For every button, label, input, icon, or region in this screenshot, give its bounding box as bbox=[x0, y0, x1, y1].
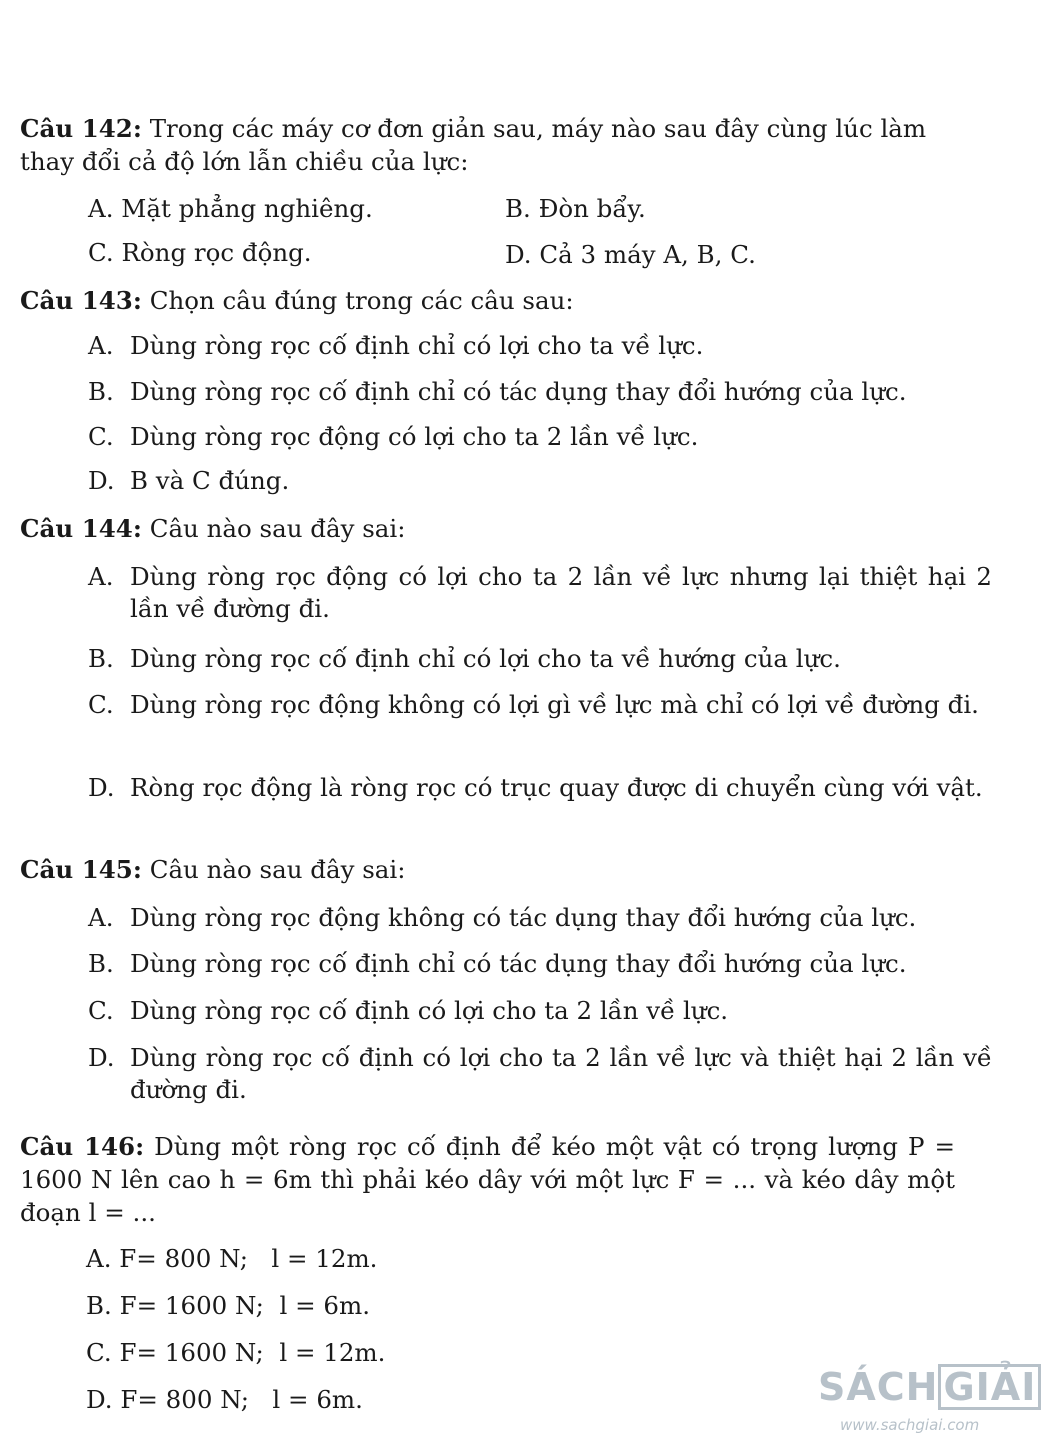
option-142-c: C. Ròng rọc động. bbox=[88, 238, 312, 267]
question-142 bbox=[20, 112, 955, 178]
question-label: Câu 144: bbox=[20, 514, 142, 543]
question-145 bbox=[20, 853, 955, 886]
option-143-d: D. B và C đúng. bbox=[88, 466, 290, 495]
question-text: Câu nào sau đây sai: bbox=[141, 855, 406, 884]
question-text: Trong các máy cơ đơn giản sau, máy nào sau đây cùng lúc làm thay đổi cả độ lớn lẫn chiều của lực: bbox=[20, 114, 927, 176]
watermark-url: www.sachgiai.com bbox=[840, 1416, 980, 1434]
option-145-d: D. Dùng ròng rọc cố định có lợi cho ta 2 lần về lực và thiệt hại 2 lần về đường đi. bbox=[88, 1043, 992, 1104]
question-text: Câu nào sau đây sai: bbox=[141, 514, 406, 543]
option-144-b: B. Dùng ròng rọc cố định chỉ có lợi cho ta về hướng của lực. bbox=[88, 644, 841, 673]
option-142-a: A. Mặt phẳng nghiêng. bbox=[88, 194, 373, 223]
option-143-a: A. Dùng ròng rọc cố định chỉ có lợi cho ta về lực. bbox=[88, 331, 704, 360]
option-145-b: B. Dùng ròng rọc cố định chỉ có tác dụng thay đổi hướng của lực. bbox=[88, 949, 907, 978]
option-142-d: D. Cả 3 máy A, B, C. bbox=[505, 240, 756, 269]
question-label: Câu 143: bbox=[20, 286, 142, 315]
option-146-a: A. F= 800 N; l = 12m. bbox=[86, 1244, 378, 1273]
question-text: Dùng một ròng rọc cố định để kéo một vật có trọng lượng P = 1600 N lên cao h = 6m thì phải kéo dây với một lực F = ... và kéo dây một đoạn l = ... bbox=[20, 1132, 956, 1227]
question-label: Câu 145: bbox=[20, 855, 142, 884]
option-145-c: C. Dùng ròng rọc cố định có lợi cho ta 2 lần về lực. bbox=[88, 996, 729, 1025]
watermark-logo bbox=[818, 1360, 1037, 1440]
question-143 bbox=[20, 284, 955, 317]
question-label: Câu 146: bbox=[20, 1132, 145, 1161]
question-text: Chọn câu đúng trong các câu sau: bbox=[141, 286, 574, 315]
watermark-brand: SÁCH GIẢI bbox=[818, 1364, 1041, 1410]
option-146-c: C. F= 1600 N; l = 12m. bbox=[86, 1338, 386, 1367]
option-145-a: A. Dùng ròng rọc động không có tác dụng thay đổi hướng của lực. bbox=[88, 903, 917, 932]
question-146 bbox=[20, 1130, 955, 1229]
option-144-d: D. Ròng rọc động là ròng rọc có trục quay được di chuyển cùng với vật. bbox=[88, 773, 983, 802]
option-146-b: B. F= 1600 N; l = 6m. bbox=[86, 1291, 370, 1320]
option-144-c: C. Dùng ròng rọc động không có lợi gì về lực mà chỉ có lợi về đường đi. bbox=[88, 690, 979, 719]
question-144 bbox=[20, 512, 955, 545]
option-142-b: B. Đòn bẩy. bbox=[505, 194, 646, 223]
option-144-a: A. Dùng ròng rọc động có lợi cho ta 2 lần về lực nhưng lại thiệt hại 2 lần về đường đi. bbox=[88, 562, 992, 623]
option-146-d: D. F= 800 N; l = 6m. bbox=[86, 1385, 363, 1414]
option-143-c: C. Dùng ròng rọc động có lợi cho ta 2 lần về lực. bbox=[88, 422, 699, 451]
option-143-b: B. Dùng ròng rọc cố định chỉ có tác dụng thay đổi hướng của lực. bbox=[88, 377, 907, 406]
question-label: Câu 142: bbox=[20, 114, 142, 143]
